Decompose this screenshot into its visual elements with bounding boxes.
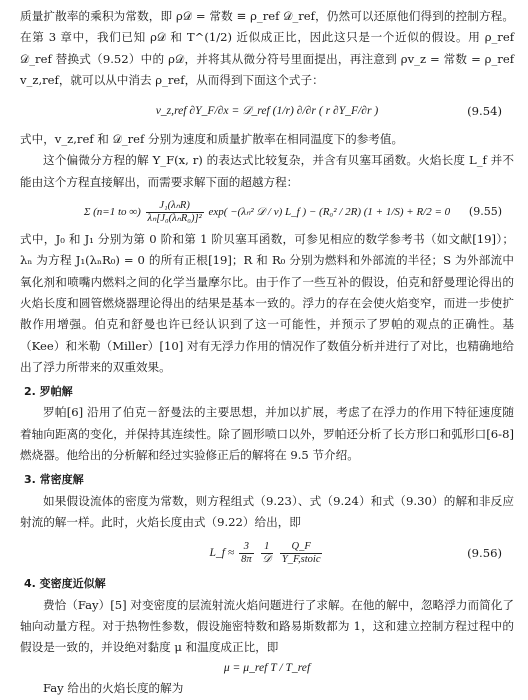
fraction-numerator: Q_F	[280, 541, 323, 554]
fraction-denominator: 8π	[241, 554, 252, 566]
section-heading-roper: 2. 罗帕解	[24, 385, 73, 399]
fraction-1-over-D	[261, 541, 273, 566]
sum-symbol: Σ (n=1 to ∞)	[83, 206, 141, 219]
fraction-numerator: 1	[261, 541, 273, 554]
paragraph-bessel-explanation: 式中，J₀ 和 J₁ 分别为第 0 阶和第 1 阶贝塞耳函数，可参见相应的数学参考书（如文献[19]）；λₙ 为方程 J₁(λₙR₀) = 0 的所有正根[19]；R 和 R₀ 分别为燃料和外部流的半径；S 为外部流中氧化剂和喷嘴内燃料之间的化学当量摩尔比。由于作了一些互补的假设，伯克和舒曼理论得出的火焰长度和圆管燃烧器理论得出的结果是基本一致的。浮力的存在会使火焰变窄，而进一步使扩散作用增强。伯克和舒曼也许已经认识到了这一可能性，并预示了罗帕的观点的正确性。基（Kee）和米勒（Miller）[10] 对有无浮力作用的情况作了数值分析并进行了对比，也精确地给出了浮力所带来的双重效果。	[20, 232, 514, 374]
paragraph-bessel: 这个偏微分方程的解 Y_F(x, r) 的表达式比较复杂，并含有贝塞耳函数。火焰长度 L_f 并不能由这个方程直接解出，而需要求解下面的超越方程：	[20, 153, 514, 189]
paragraph-fay: 费恰（Fay）[5] 对变密度的层流射流火焰问题进行了求解。在他的解中，忽略浮力而简化了轴向动量方程。对于热物性参数，假设施密特数和路易斯数都为 1，这和建立控制方程过程中的假设是一致的，并设绝对黏度 μ 和温度成正比，即	[20, 597, 514, 655]
equation-lhs: L_f ≈	[209, 546, 235, 560]
section-heading-variable-density: 4. 变密度近似解	[24, 577, 106, 591]
equation-9-55	[20, 197, 514, 227]
equation-remainder: exp( −(λₙ² 𝒟 / v) L_f ) − (R₀² / 2R) (1 + 1/S) + R/2 = 0	[208, 206, 451, 219]
bessel-fraction	[146, 200, 204, 225]
fraction-denominator: λₙ[J₀(λₙR₀)]²	[147, 213, 202, 225]
paragraph-roper: 罗帕[6] 沿用了伯克－舒曼法的主要思想，并加以扩展，考虑了在浮力的作用下特征速度随着轴向距离的变化，并保持其连续性。除了圆形喷口以外，罗帕还分析了长方形口和弧形口[6-8] 燃烧器。他给出的分析解和经过实验修正后的解将在 9.5 节介绍。	[20, 405, 514, 463]
paragraph-constant-density: 如果假设流体的密度为常数，则方程组式（9.23）、式（9.24）和式（9.30）的解和非反应射流的解一样。此时，火焰长度由式（9.22）给出，即	[20, 493, 514, 529]
fraction-3-over-8pi	[239, 541, 254, 566]
paragraph-fay-solution: Fay 给出的火焰长度的解为	[43, 681, 184, 696]
fraction-QF-over-YF	[280, 541, 323, 566]
equation-number: (9.56)	[467, 546, 502, 561]
equation-9-54	[20, 97, 514, 125]
equation-viscosity: μ = μ_ref T / T_ref	[223, 661, 311, 675]
paragraph-intro: 质量扩散率的乘积为常数，即 ρ𝒟 = 常数 ≡ ρ_ref 𝒟_ref，仍然可以还原他们得到的控制方程。在第 3 章中，我们已知 ρ𝒟 和 T^(1/2) 近似成正比，因此这只是一个近似的假设。用 ρ_ref 𝒟_ref 替换式（9.52）中的 ρ𝒟，并将其从微分符号里面提出，再注意到 ρv_z = 常数 = ρ_ref v_z,ref，就可以从中消去 ρ_ref，从而得到下面这个式子：	[20, 9, 514, 87]
fraction-numerator: 3	[239, 541, 254, 554]
equation-number: (9.54)	[467, 104, 502, 119]
paragraph-where: 式中，v_z,ref 和 𝒟_ref 分别为速度和质量扩散率在相同温度下的参考值。	[20, 132, 404, 147]
equation-body: v_z,ref ∂Y_F/∂x = 𝒟_ref (1/r) ∂/∂r ( r ∂Y_F/∂r )	[155, 104, 379, 118]
section-heading-constant-density: 3. 常密度解	[24, 473, 84, 487]
fraction-denominator: Y_F,stoic	[281, 554, 321, 566]
fraction-denominator: 𝒟	[262, 554, 271, 566]
equation-number: (9.55)	[468, 205, 502, 219]
fraction-numerator: J₁(λₙR)	[146, 200, 204, 213]
equation-9-56	[20, 537, 514, 569]
